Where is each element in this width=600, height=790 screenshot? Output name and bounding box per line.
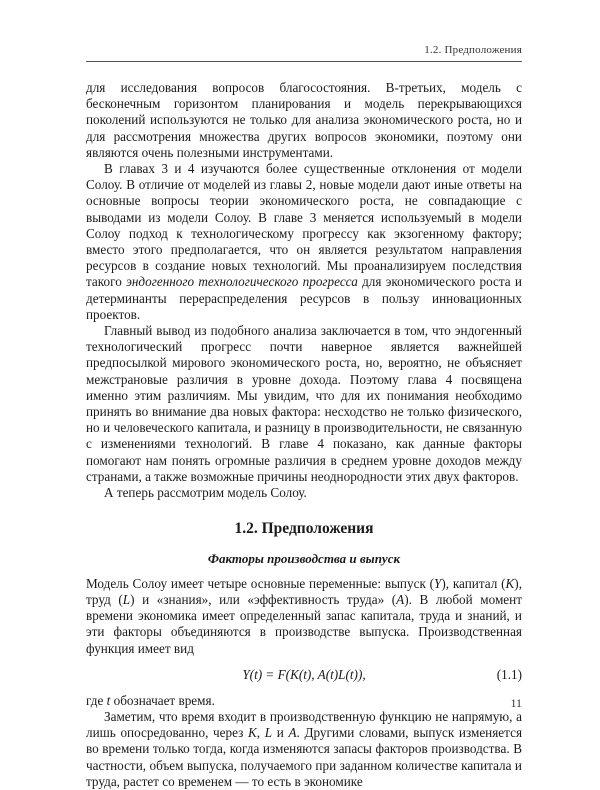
paragraph-text: . Другими словами, выпуск изменяется во времени только тогда, когда изменяются запасы факторов производства. В частности, объем выпуска, получаемого при заданном количестве капитала и труда, растет со временем — то есть в экономике bbox=[86, 725, 523, 789]
paragraph: для исследования вопросов благосостояния. В-третьих, модель с бесконечным горизонтом планирования и модель перекрывающихся поколений используются не только для анализа экономического роста, но и для рассмотрения множества других вопросов экономики, поэтому они являются очень полезными инструментами. bbox=[86, 80, 522, 160]
paragraph-text: В главах 3 и 4 изучаются более существенные отклонения от модели Солоу. В отличие от моделей из главы 2, новые модели дают иные ответы на основные вопросы теории экономического роста, не совпадающие с выводами из модели Солоу. В главе 3 меняется используемый в модели Солоу подход к технологическому прогрессу как экзогенному фактору; вместо этого предполагается, что он является результатом направления ресурсов в создание новых технологий. Мы проанализируем последствия такого bbox=[86, 161, 522, 290]
equation-number: (1.1) bbox=[496, 666, 522, 682]
paragraph bbox=[86, 576, 522, 657]
paragraph-text: Заметим, что время входит в производственную функцию не напрямую, а лишь опосредованно, через bbox=[86, 708, 522, 741]
page-body bbox=[86, 80, 522, 790]
equation-formula: Y(t) = F(K(t), A(t)L(t)), bbox=[242, 666, 366, 682]
paragraph-text: ), капитал ( bbox=[441, 575, 506, 591]
variable: A bbox=[396, 591, 405, 607]
subsection-title: Факторы производства и выпуск bbox=[207, 551, 401, 567]
paragraph-text: , bbox=[256, 725, 265, 741]
header-rule bbox=[86, 61, 522, 62]
paragraph-text: обозначает время. bbox=[110, 692, 215, 708]
paragraph: Главный вывод из подобного анализа заключается в том, что эндогенный технологический прогресс почти наверное является важнейшей предпосылкой мирового экономического роста, но, вероятно, не объясняет межстрановые различия в уровне дохода. Поэтому глава 4 посвящена именно этим различиям. Мы увидим, что для их понимания необходимо принять во внимание два новых фактора: несходство не только физического, но и человеческого капитала, и разницу в производительности, не связанную с изменениями технологий. В главе 4 показано, как данные факторы помогают нам понять огромные различия в среднем уровне доходов между странами, а также возможные причины неоднородности этих двух факторов. bbox=[86, 323, 522, 484]
variable: K bbox=[505, 575, 515, 591]
paragraph-text: ). В любой момент времени экономика имеет определенный запас капитала, труда и знаний, и эти факторы объединяются в производстве выпуска. Производственная функция имеет вид bbox=[86, 591, 522, 656]
variable: Y bbox=[434, 575, 442, 591]
paragraph bbox=[86, 161, 522, 323]
paragraph-text: ), труд ( bbox=[86, 575, 522, 607]
paragraph-text: ) и «знания», или «эффективность труда» ( bbox=[130, 591, 397, 607]
paragraph-text: и bbox=[272, 725, 289, 741]
section-title: 1.2. Предположения bbox=[234, 520, 374, 538]
variable: L bbox=[122, 591, 131, 607]
paragraph bbox=[86, 709, 522, 790]
variable: A bbox=[288, 725, 297, 741]
paragraph bbox=[86, 693, 522, 709]
paragraph-text: Модель Солоу имеет четыре основные переменные: выпуск ( bbox=[86, 575, 435, 591]
equation bbox=[86, 664, 522, 686]
paragraph-text: для экономического роста и детерминанты перераспределения ресурсов в пользу инновационных проектов. bbox=[86, 274, 522, 322]
page-number: 11 bbox=[510, 696, 522, 710]
emphasis: эндогенного технологического прогресса bbox=[126, 274, 358, 290]
variable: t bbox=[106, 692, 111, 708]
paragraph: А теперь рассмотрим модель Солоу. bbox=[104, 485, 307, 501]
paragraph-text: где bbox=[86, 692, 107, 708]
variable: L bbox=[264, 725, 273, 741]
running-head: 1.2. Предположения bbox=[424, 44, 522, 56]
variable: K bbox=[247, 725, 257, 741]
